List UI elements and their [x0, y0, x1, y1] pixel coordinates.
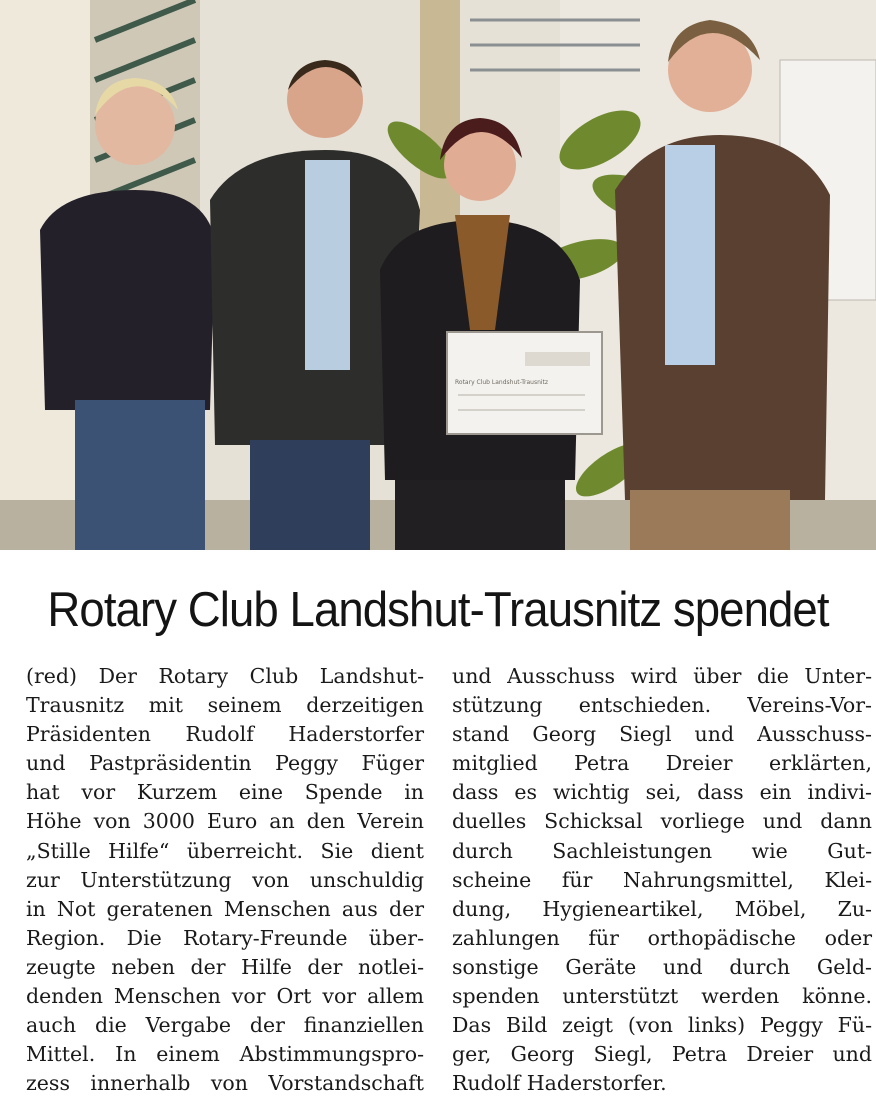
text-line: zur Unterstützung von unschuldig: [26, 867, 424, 892]
text-line: (red) Der Rotary Club Landshut-: [26, 664, 424, 688]
article-column-left: [4, 662, 424, 1098]
text-line: durch Sachleistungen wie Gut-: [452, 838, 872, 863]
text-line: Rudolf Haderstorfer.: [452, 1071, 667, 1096]
text-line: Höhe von 3000 Euro an den Verein: [26, 809, 424, 834]
text-line: zess innerhalb von Vorstandschaft: [26, 1071, 424, 1096]
text-line: Mittel. In einem Abstimmungspro-: [26, 1042, 424, 1067]
text-line: in Not geratenen Menschen aus der: [26, 896, 424, 921]
article-column-right: [452, 662, 872, 1098]
text-line: spenden unterstützt werden könne.: [452, 984, 872, 1009]
text-line: Präsidenten Rudolf Haderstorfer: [26, 722, 424, 747]
text-line: zeugte neben der Hilfe der notlei-: [26, 954, 424, 979]
text-line: scheine für Nahrungsmittel, Klei-: [452, 867, 872, 892]
text-line: „Stille Hilfe“ überreicht. Sie dient: [26, 838, 424, 863]
text-line: zahlungen für orthopädische oder: [452, 925, 872, 950]
paragraph-left: [4, 662, 424, 1098]
text-line: stand Georg Siegl und Ausschuss-: [452, 722, 872, 747]
text-line: auch die Vergabe der finanziellen: [26, 1013, 424, 1038]
photo-illustration: [0, 0, 876, 550]
text-line: stützung entschieden. Vereins-Vor-: [452, 693, 872, 718]
check-text: Rotary Club Landshut-Trausnitz: [455, 379, 549, 386]
text-line: und Ausschuss wird über die Unter-: [452, 664, 872, 688]
text-line: Trausnitz mit seinem derzeitigen: [26, 693, 424, 718]
text-line: hat vor Kurzem eine Spende in: [26, 780, 424, 805]
article-photo: [0, 0, 876, 550]
paragraph-right: [452, 662, 872, 1098]
text-line: und Pastpräsidentin Peggy Füger: [26, 751, 424, 776]
text-line: mitglied Petra Dreier erklärten,: [452, 751, 872, 776]
text-line: denden Menschen vor Ort vor allem: [26, 984, 424, 1009]
text-line: duelles Schicksal vorliege und dann: [452, 809, 872, 834]
text-line: dass es wichtig sei, dass ein indivi-: [452, 780, 872, 805]
text-line: Das Bild zeigt (von links) Peggy Fü-: [452, 1013, 872, 1038]
text-line: sonstige Geräte und durch Geld-: [452, 954, 872, 979]
text-line: ger, Georg Siegl, Petra Dreier und: [452, 1042, 872, 1067]
headline: Rotary Club Landshut-Trausnitz spendet: [47, 583, 829, 637]
text-line: Region. Die Rotary-Freunde über-: [26, 925, 424, 950]
text-line: dung, Hygieneartikel, Möbel, Zu-: [452, 896, 872, 921]
